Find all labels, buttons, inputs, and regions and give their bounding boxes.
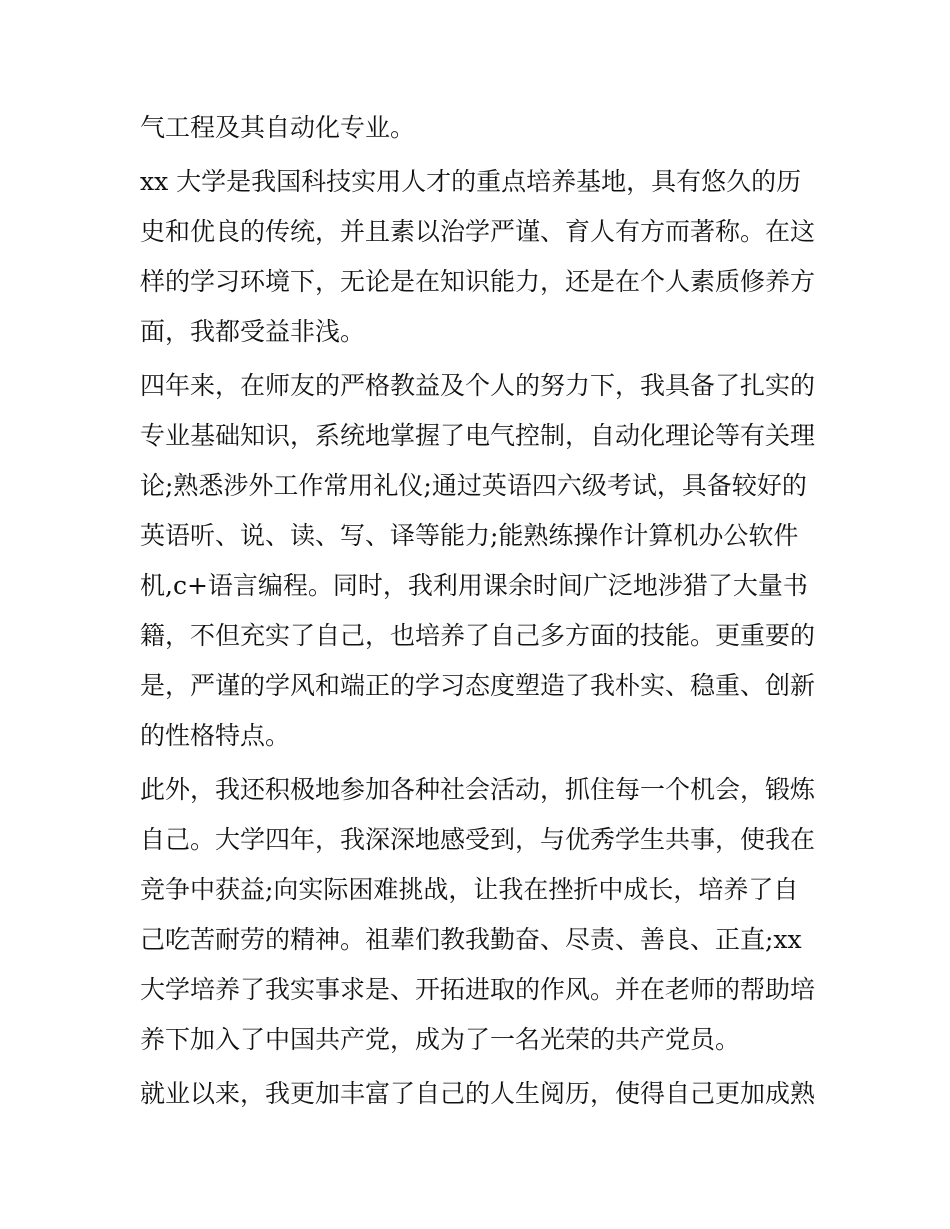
text-line: 史和优良的传统，并且素以治学严谨、育人有方而著称。在这 bbox=[140, 217, 816, 246]
text-line: 样的学习环境下，无论是在知识能力，还是在个人素质修养方 bbox=[140, 267, 816, 296]
text-line: 就业以来，我更加丰富了自己的人生阅历，使得自己更加成熟 bbox=[140, 1079, 816, 1108]
text-line: 机,c+语言编程。同时，我利用课余时间广泛地涉猎了大量书 bbox=[140, 571, 808, 600]
text-line: xx 大学是我国科技实用人才的重点培养基地，具有悠久的历 bbox=[140, 167, 802, 196]
text-line: 四年来，在师友的严格教益及个人的努力下，我具备了扎实的 bbox=[140, 371, 816, 400]
text-line: 养下加入了中国共产党，成为了一名光荣的共产党员。 bbox=[140, 1025, 741, 1054]
text-line: 面，我都受益非浅。 bbox=[140, 317, 366, 346]
text-line: 竞争中获益;向实际困难挑战，让我在挫折中成长，培养了自 bbox=[140, 875, 799, 904]
text-line: 大学培养了我实事求是、开拓进取的作风。并在老师的帮助培 bbox=[140, 975, 816, 1004]
text-line: 的性格特点。 bbox=[140, 721, 291, 750]
text-line: 论;熟悉涉外工作常用礼仪;通过英语四六级考试，具备较好的 bbox=[140, 471, 807, 500]
text-line: 籍，不但充实了自己，也培养了自己多方面的技能。更重要的 bbox=[140, 621, 816, 650]
text-line: 此外，我还积极地参加各种社会活动，抓住每一个机会，锻炼 bbox=[140, 775, 816, 804]
text-line: 专业基础知识，系统地掌握了电气控制，自动化理论等有关理 bbox=[140, 421, 816, 450]
text-line: 是，严谨的学风和端正的学习态度塑造了我朴实、稳重、创新 bbox=[140, 671, 816, 700]
text-line: 自己。大学四年，我深深地感受到，与优秀学生共事，使我在 bbox=[140, 825, 816, 854]
text-line: 英语听、说、读、写、译等能力;能熟练操作计算机办公软件 bbox=[140, 521, 799, 550]
text-line: 己吃苦耐劳的精神。祖辈们教我勤奋、尽责、善良、正直;xx bbox=[140, 925, 802, 954]
text-line: 气工程及其自动化专业。 bbox=[140, 113, 416, 142]
